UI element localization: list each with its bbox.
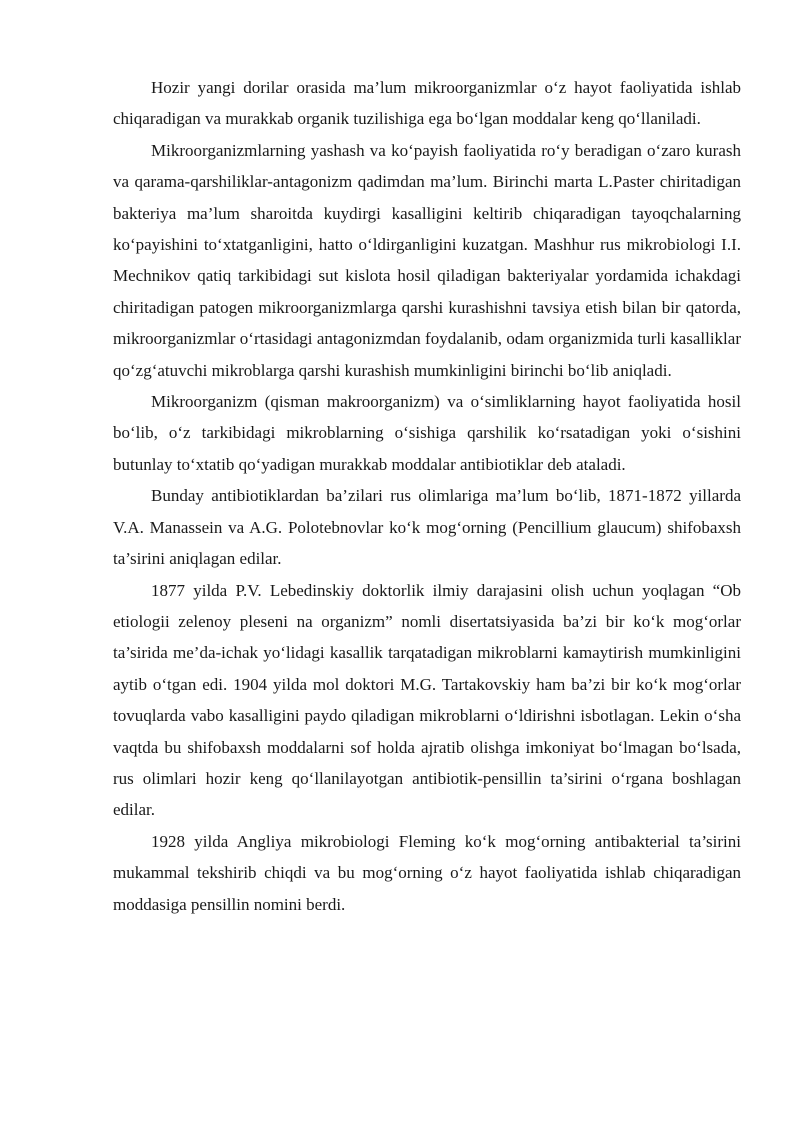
paragraph-russian-scientists: Bunday antibiotiklardan ba’zilari rus olimlariga ma’lum bo‘lib, 1871-1872 yillarda V.A. Manassein va A.G. Polotebnovlar ko‘k mog‘orning (Pencillium glaucum) shifobaxsh ta’sirini aniqlagan edilar. [113,486,741,569]
document-body [113,72,741,920]
paragraph-fleming: 1928 yilda Angliya mikrobiologi Fleming ko‘k mog‘orning antibakterial ta’sirini mukammal tekshirib chiqdi va bu mog‘orning o‘z hayot faoliyatida ishlab chiqaradigan moddasiga pensillin nomini berdi. [113,831,741,914]
paragraph-new-drugs: Hozir yangi dorilar orasida ma’lum mikroorganizmlar o‘z hayot faoliyatida ishlab chiqaradigan va murakkab organik tuzilishiga ega bo‘lgan moddalar keng qo‘llaniladi. [113,78,741,129]
paragraph-antibiotics-definition: Mikroorganizm (qisman makroorganizm) va o‘simliklarning hayot faoliyatida hosil bo‘lib, o‘z tarkibidagi mikroblarning o‘sishiga qarshilik ko‘rsatadigan yoki o‘sishini butunlay to‘xtatib qo‘yadigan murakkab moddalar antibiotiklar deb ataladi. [113,392,741,474]
paragraph-lebedinskiy: 1877 yilda P.V. Lebedinskiy doktorlik ilmiy darajasini olish uchun yoqlagan “Ob etiologii zelenoy pleseni na organizm” nomli disertatsiyasida ba’zi bir ko‘k mog‘orlar ta’sirida me’da-ichak yo‘lidagi kasallik tarqatadigan mikroblarni kamaytirish mumkinligini aytib o‘tgan edi. 1904 yilda mol doktori M.G. Tartakovskiy ham ba’zi bir ko‘k mog‘orlar tovuqlarda vabo kasalligini paydo qiladigan mikroblarni o‘ldirishni isbotlagan. Lekin o‘sha vaqtda bu shifobaxsh moddalarni sof holda ajratib olishga imkoniyat bo‘lmagan bo‘lsada, rus olimlari hozir keng qo‘llanilayotgan antibiotik-pensillin ta’sirini o‘rgana boshlagan edilar. [113,580,741,820]
paragraph-antagonism: Mikroorganizmlarning yashash va ko‘payish faoliyatida ro‘y beradigan o‘zaro kurash va qarama-qarshiliklar-antagonizm qadimdan ma’lum. Birinchi marta L.Paster chiritadigan bakteriya ma’lum sharoitda kuydirgi kasalligini keltirib chiqaradigan tayoqchalarning ko‘payishini to‘xtatganligini, hatto o‘ldirganligini kuzatgan. Mashhur rus mikrobiologi I.I. Mechnikov qatiq tarkibidagi sut kislota hosil qiladigan bakteriyalar yordamida ichakdagi chiritadigan patogen mikroorganizmlarga qarshi kurashishni tavsiya etish bilan bir qatorda, mikroorganizmlar o‘rtasidagi antagonizmdan foydalanib, odam organizmida turli kasalliklar qo‘zg‘atuvchi mikroblarga qarshi kurashish mumkinligini birinchi bo‘lib aniqladi. [113,140,741,380]
